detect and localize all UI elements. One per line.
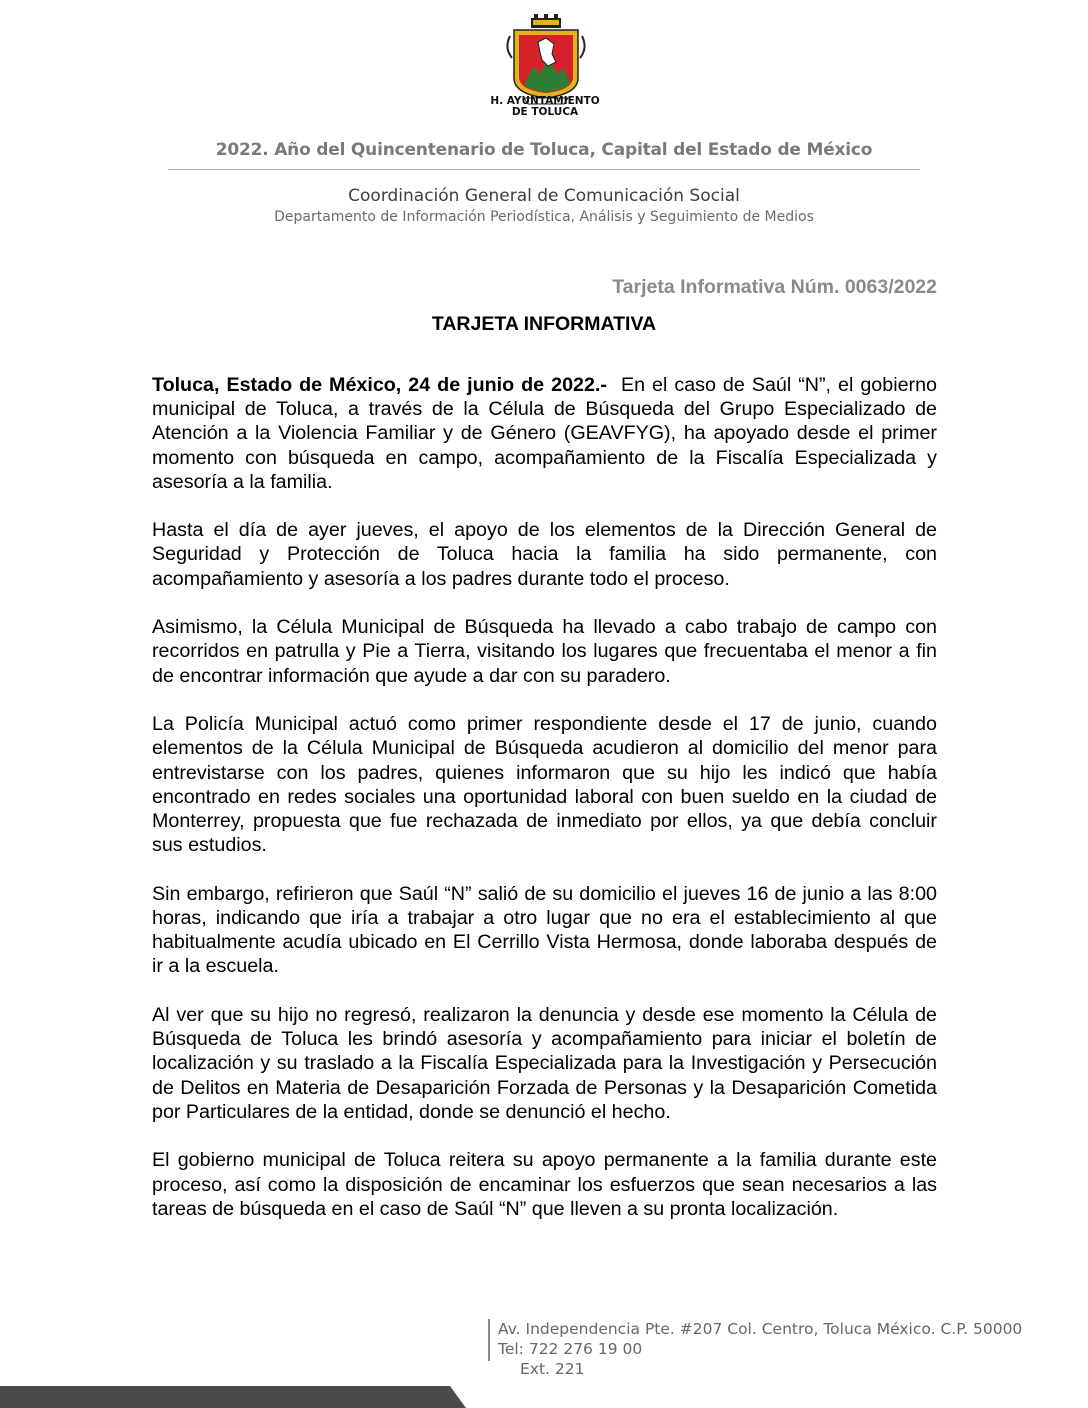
- footer-decorative-bar: [0, 1386, 466, 1408]
- document-number: Tarjeta Informativa Núm. 0063/2022: [612, 276, 937, 298]
- logo-caption: [470, 96, 620, 118]
- paragraph-2: Hasta el día de ayer jueves, el apoyo de los elementos de la Dirección General de Seguridad y Protección de Toluca hacia la familia ha sido permanente, con acompañamiento y asesoría a los padres durante todo el proceso.: [152, 519, 937, 590]
- coordination-title: Coordinación General de Comunicación Social: [348, 186, 740, 206]
- document-title: TARJETA INFORMATIVA: [431, 313, 657, 335]
- footer-extension: Ext. 221: [520, 1360, 585, 1378]
- paragraph-1: [152, 373, 937, 494]
- logo-caption-line2: DE TOLUCA: [511, 106, 579, 118]
- footer-phone: Tel: 722 276 19 00: [498, 1340, 643, 1358]
- footer-address-block: [498, 1319, 1022, 1379]
- department-subtitle: Departamento de Información Periodística, Análisis y Seguimiento de Medios: [274, 209, 814, 225]
- footer-address: Av. Independencia Pte. #207 Col. Centro, Toluca México. C.P. 50000: [498, 1320, 1023, 1338]
- year-title: 2022. Año del Quincentenario de Toluca, Capital del Estado de México: [215, 140, 873, 160]
- footer-divider: [488, 1319, 490, 1361]
- dateline: Toluca, Estado de México, 24 de junio de 2022.-: [152, 374, 607, 396]
- paragraph-7: El gobierno municipal de Toluca reitera su apoyo permanente a la familia durante este proceso, así como la disposición de encaminar los esfuerzos que sean necesarios a las tareas de búsqueda en el caso de Saúl “N” que lleven a su pronta localización.: [152, 1149, 937, 1220]
- header-divider: [168, 169, 920, 170]
- paragraph-1-text: En el caso de Saúl “N”, el gobierno municipal de Toluca, a través de la Célula de Búsqueda del Grupo Especializado de Atención a la Violencia Familiar y de Género (GEAVFYG), ha apoyado desde el primer momento con búsqueda en campo, acompañamiento de la Fiscalía Especializada y asesoría a la familia.: [152, 374, 937, 493]
- logo-caption-line1: H. AYUNTAMIENTO: [490, 95, 600, 107]
- paragraph-3: Asimismo, la Célula Municipal de Búsqueda ha llevado a cabo trabajo de campo con recorridos en patrulla y Pie a Tierra, visitando los lugares que frecuentaba el menor a fin de encontrar información que ayude a dar con su paradero.: [152, 616, 937, 687]
- document-body: [152, 373, 937, 1245]
- paragraph-5: Sin embargo, refirieron que Saúl “N” salió de su domicilio el jueves 16 de junio a las 8:00 horas, indicando que iría a trabajar a otro lugar que no era el establecimiento al que habitualmente acudía ubicado en El Cerrillo Vista Hermosa, donde laboraba después de ir a la escuela.: [152, 882, 937, 978]
- paragraph-4: La Policía Municipal actuó como primer respondiente desde el 17 de junio, cuando elementos de la Célula Municipal de Búsqueda acudieron al domicilio del menor para entrevistarse con los padres, quienes informaron que su hijo les indicó que había encontrado en redes sociales una oportunidad laboral con buen sueldo en la ciudad de Monterrey, propuesta que fue rechazada de inmediato por ellos, ya que debía concluir sus estudios.: [152, 713, 937, 857]
- footer-phone-line: [498, 1339, 1022, 1379]
- paragraph-6: Al ver que su hijo no regresó, realizaron la denuncia y desde ese momento la Célula de Búsqueda de Toluca les brindó asesoría y acompañamiento para iniciar el boletín de localización y su traslado a la Fiscalía Especializada para la Investigación y Persecución de Delitos en Materia de Desaparición Forzada de Personas y la Desaparición Cometida por Particulares de la entidad, donde se denunció el hecho.: [152, 1004, 937, 1123]
